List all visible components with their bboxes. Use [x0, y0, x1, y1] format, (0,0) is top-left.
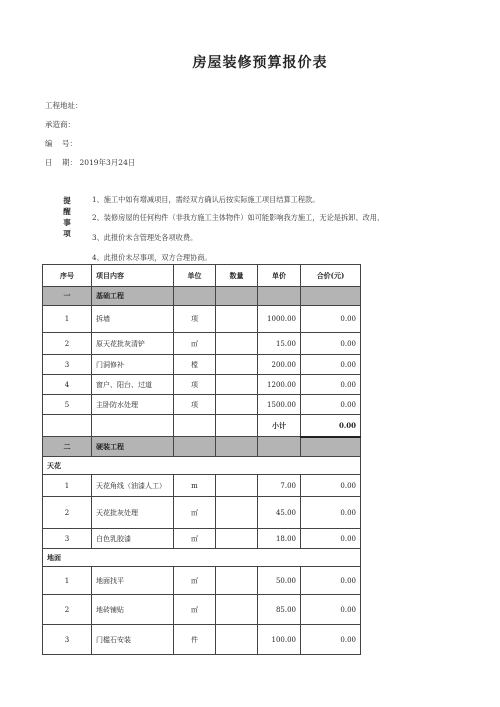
date-label: 日 期： — [45, 158, 78, 167]
note-item: 1、施工中如有增减项目，需经双方确认后按实际施工项目结算工程款。 — [92, 195, 320, 204]
table-row: 2 地砖铺贴 ㎡ 85.00 0.00 — [43, 595, 361, 625]
table-row: 2 原天花批灰清铲 ㎡ 15.00 0.00 — [43, 333, 361, 355]
date-field — [45, 157, 135, 168]
subsection-row — [43, 549, 361, 567]
header-cell: 单价 — [258, 265, 301, 287]
subtotal-label: 小计 — [258, 415, 301, 437]
note-item: 3、此报价未含管理处各项收费。 — [92, 233, 198, 242]
page-title: 房屋装修预算报价表 — [192, 55, 328, 71]
section-row: 二 硬装工程 — [43, 437, 361, 457]
subsection-row — [43, 457, 361, 475]
project-address-field — [45, 100, 83, 111]
subsection-ceiling: 天花 — [43, 457, 361, 475]
table-row: 4 窗户、阳台、过道 项 1200.00 0.00 — [43, 375, 361, 395]
header-cell: 项目内容 — [92, 265, 174, 287]
date-value: 2019年3月24日 — [79, 158, 136, 167]
table-row: 5 主卧防水处理 项 1500.00 0.00 — [43, 395, 361, 415]
header-cell: 序号 — [43, 265, 92, 287]
budget-table — [42, 264, 361, 655]
table-row: 3 门槛石安装 件 100.00 0.00 — [43, 625, 361, 655]
table-row: 3 白色乳胶漆 ㎡ 18.00 0.00 — [43, 529, 361, 549]
contractor-label: 承造商： — [45, 120, 75, 129]
notes-heading: 提 醒 事 项 — [63, 196, 71, 238]
table-row: 1 地面找平 ㎡ 50.00 0.00 — [43, 567, 361, 595]
table-row: 3 门洞修补 樘 200.00 0.00 — [43, 355, 361, 375]
subsection-floor: 地面 — [43, 549, 361, 567]
section-row: 一 基础工程 — [43, 287, 361, 306]
header-cell: 数量 — [216, 265, 258, 287]
subtotal-value: 0.00 — [301, 415, 361, 437]
table-row: 1 天花角线（油漆人工） m 7.00 0.00 — [43, 475, 361, 497]
header-cell: 合价(元) — [301, 265, 361, 287]
contractor-field — [45, 119, 75, 130]
number-field — [45, 138, 77, 149]
note-item: 2、装修房屋的任何构件（非我方施工主体物件）如可能影响我方施工，无论是拆卸、改用、 — [92, 213, 385, 222]
table-row: 1 拆墙 项 1000.00 0.00 — [43, 306, 361, 333]
header-cell: 单位 — [174, 265, 216, 287]
table-row: 2 天花批灰处理 ㎡ 45.00 0.00 — [43, 497, 361, 529]
project-address-label: 工程地址： — [45, 101, 83, 110]
number-label: 编 号： — [45, 139, 78, 148]
note-item: 4、此报价未尽事项，双方合理协商。 — [92, 253, 212, 262]
table-header-row — [43, 265, 361, 287]
subtotal-row — [43, 415, 361, 437]
